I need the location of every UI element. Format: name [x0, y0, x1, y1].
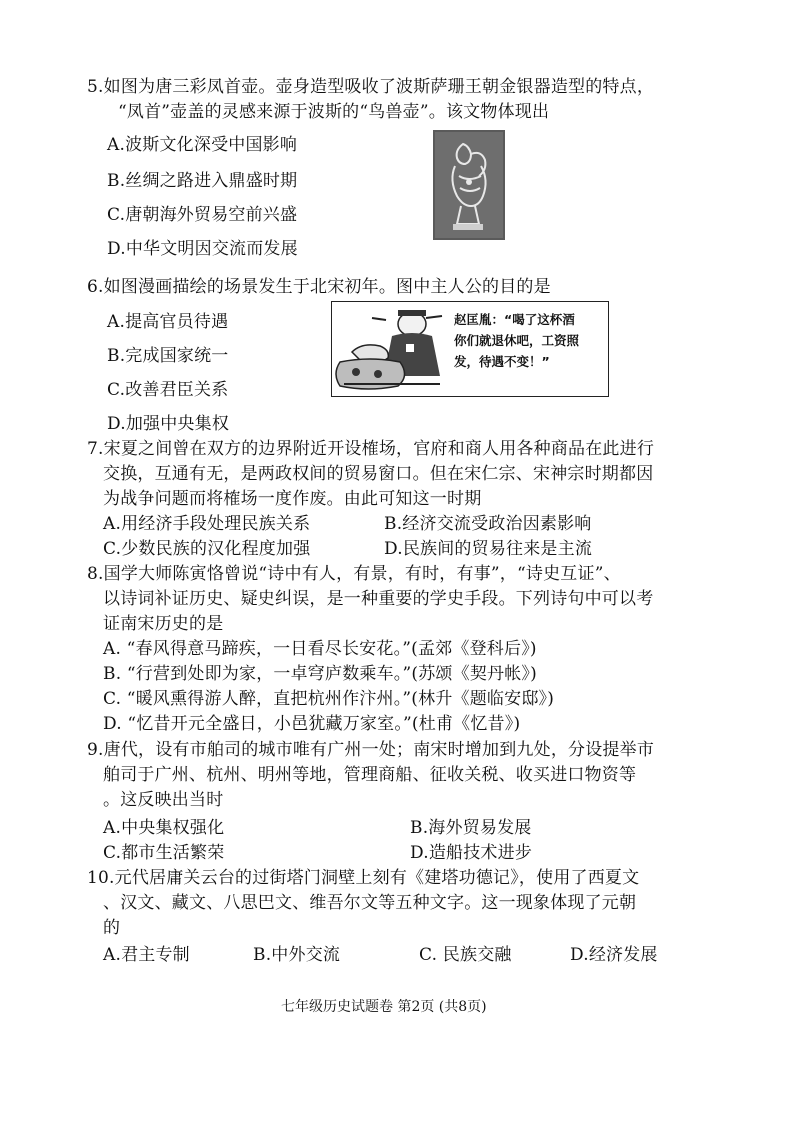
q9-option-d: D.造船技术进步 — [410, 843, 533, 863]
q5-stem-line2: “凤首”壶盖的灵感来源于波斯的“鸟兽壶”。该文物体现出 — [118, 102, 550, 122]
q7-option-c: C.少数民族的汉化程度加强 — [103, 539, 311, 559]
q6-option-a: A.提高官员待遇 — [107, 312, 229, 332]
q10-stem-line1: 10.元代居庸关云台的过街塔门洞壁上刻有《建塔功德记》，使用了西夏文 — [87, 868, 640, 888]
q9-option-b: B.海外贸易发展 — [410, 818, 532, 838]
q5-option-a: A.波斯文化深受中国影响 — [107, 135, 298, 155]
q10-stem-line3: 的 — [103, 918, 121, 938]
phoenix-ewer-image — [433, 130, 505, 240]
cartoon-speech-line2: 你们就退休吧，工资照 — [454, 333, 580, 348]
q10-option-b: B.中外交流 — [253, 945, 341, 965]
q7-stem-line1: 7.宋夏之间曾在双方的边界附近开设榷场，官府和商人用各种商品在此进行 — [87, 439, 655, 459]
q9-stem-line3: 。这反映出当时 — [103, 790, 224, 810]
q6-stem: 6.如图漫画描绘的场景发生于北宋初年。图中主人公的目的是 — [87, 277, 551, 297]
q8-stem-line1: 8.国学大师陈寅恪曾说“诗中有人，有景，有时，有事”，“诗史互证”、 — [87, 564, 621, 584]
q6-option-d: D.加强中央集权 — [107, 414, 230, 434]
q7-option-d: D.民族间的贸易往来是主流 — [384, 539, 593, 559]
q10-option-a: A.君主专制 — [103, 945, 190, 965]
q8-stem-line2: 以诗词补证历史、疑史纠误，是一种重要的学史手段。下列诗句中可以考 — [103, 589, 654, 609]
q6-option-b: B.完成国家统一 — [107, 346, 229, 366]
q8-option-d: D. “忆昔开元全盛日，小邑犹藏万家室。”(杜甫《忆昔》) — [103, 714, 521, 734]
q7-stem-line2: 交换，互通有无，是两政权间的贸易窗口。但在宋仁宗、宋神宗时期都因 — [103, 464, 654, 484]
q5-stem-line1: 5.如图为唐三彩凤首壶。壶身造型吸收了波斯萨珊王朝金银器造型的特点， — [87, 77, 655, 97]
q8-option-a: A. “春风得意马蹄疾，一日看尽长安花。”(孟郊《登科后》) — [103, 639, 537, 659]
q10-option-d: D.经济发展 — [570, 945, 658, 965]
cartoon-speech-line3: 发，待遇不变！” — [454, 354, 550, 369]
q9-option-c: C.都市生活繁荣 — [103, 843, 225, 863]
cartoon-image — [331, 301, 609, 397]
q7-option-a: A.用经济手段处理民族关系 — [103, 514, 311, 534]
q10-option-c: C. 民族交融 — [419, 945, 512, 965]
q10-stem-line2: 、汉文、藏文、八思巴文、维吾尔文等五种文字。这一现象体现了元朝 — [103, 893, 637, 913]
q9-stem-line1: 9.唐代，设有市舶司的城市唯有广州一处；南宋时增加到九处，分设提举市 — [87, 740, 655, 760]
q5-option-c: C.唐朝海外贸易空前兴盛 — [107, 205, 298, 225]
q7-option-b: B.经济交流受政治因素影响 — [384, 514, 592, 534]
q6-option-c: C.改善君臣关系 — [107, 380, 229, 400]
q5-option-d: D.中华文明因交流而发展 — [107, 239, 298, 259]
q5-option-b: B.丝绸之路进入鼎盛时期 — [107, 171, 298, 191]
q9-option-a: A.中央集权强化 — [103, 818, 225, 838]
q8-option-c: C. “暖风熏得游人醉，直把杭州作汴州。”(林升《题临安邸》) — [103, 689, 555, 709]
q8-stem-line3: 证南宋历史的是 — [103, 614, 224, 634]
q8-option-b: B. “行营到处即为家，一卓穹庐数乘车。”(苏颂《契丹帐》) — [103, 664, 537, 684]
q7-stem-line3: 为战争问题而将榷场一度作废。由此可知这一时期 — [103, 489, 482, 509]
q9-stem-line2: 舶司于广州、杭州、明州等地，管理商船、征收关税、收买进口物资等 — [103, 765, 637, 785]
page-footer: 七年级历史试题卷 第2页 (共8页) — [281, 999, 487, 1015]
cartoon-speech-line1: 赵匡胤：“喝了这杯酒 — [454, 312, 575, 327]
